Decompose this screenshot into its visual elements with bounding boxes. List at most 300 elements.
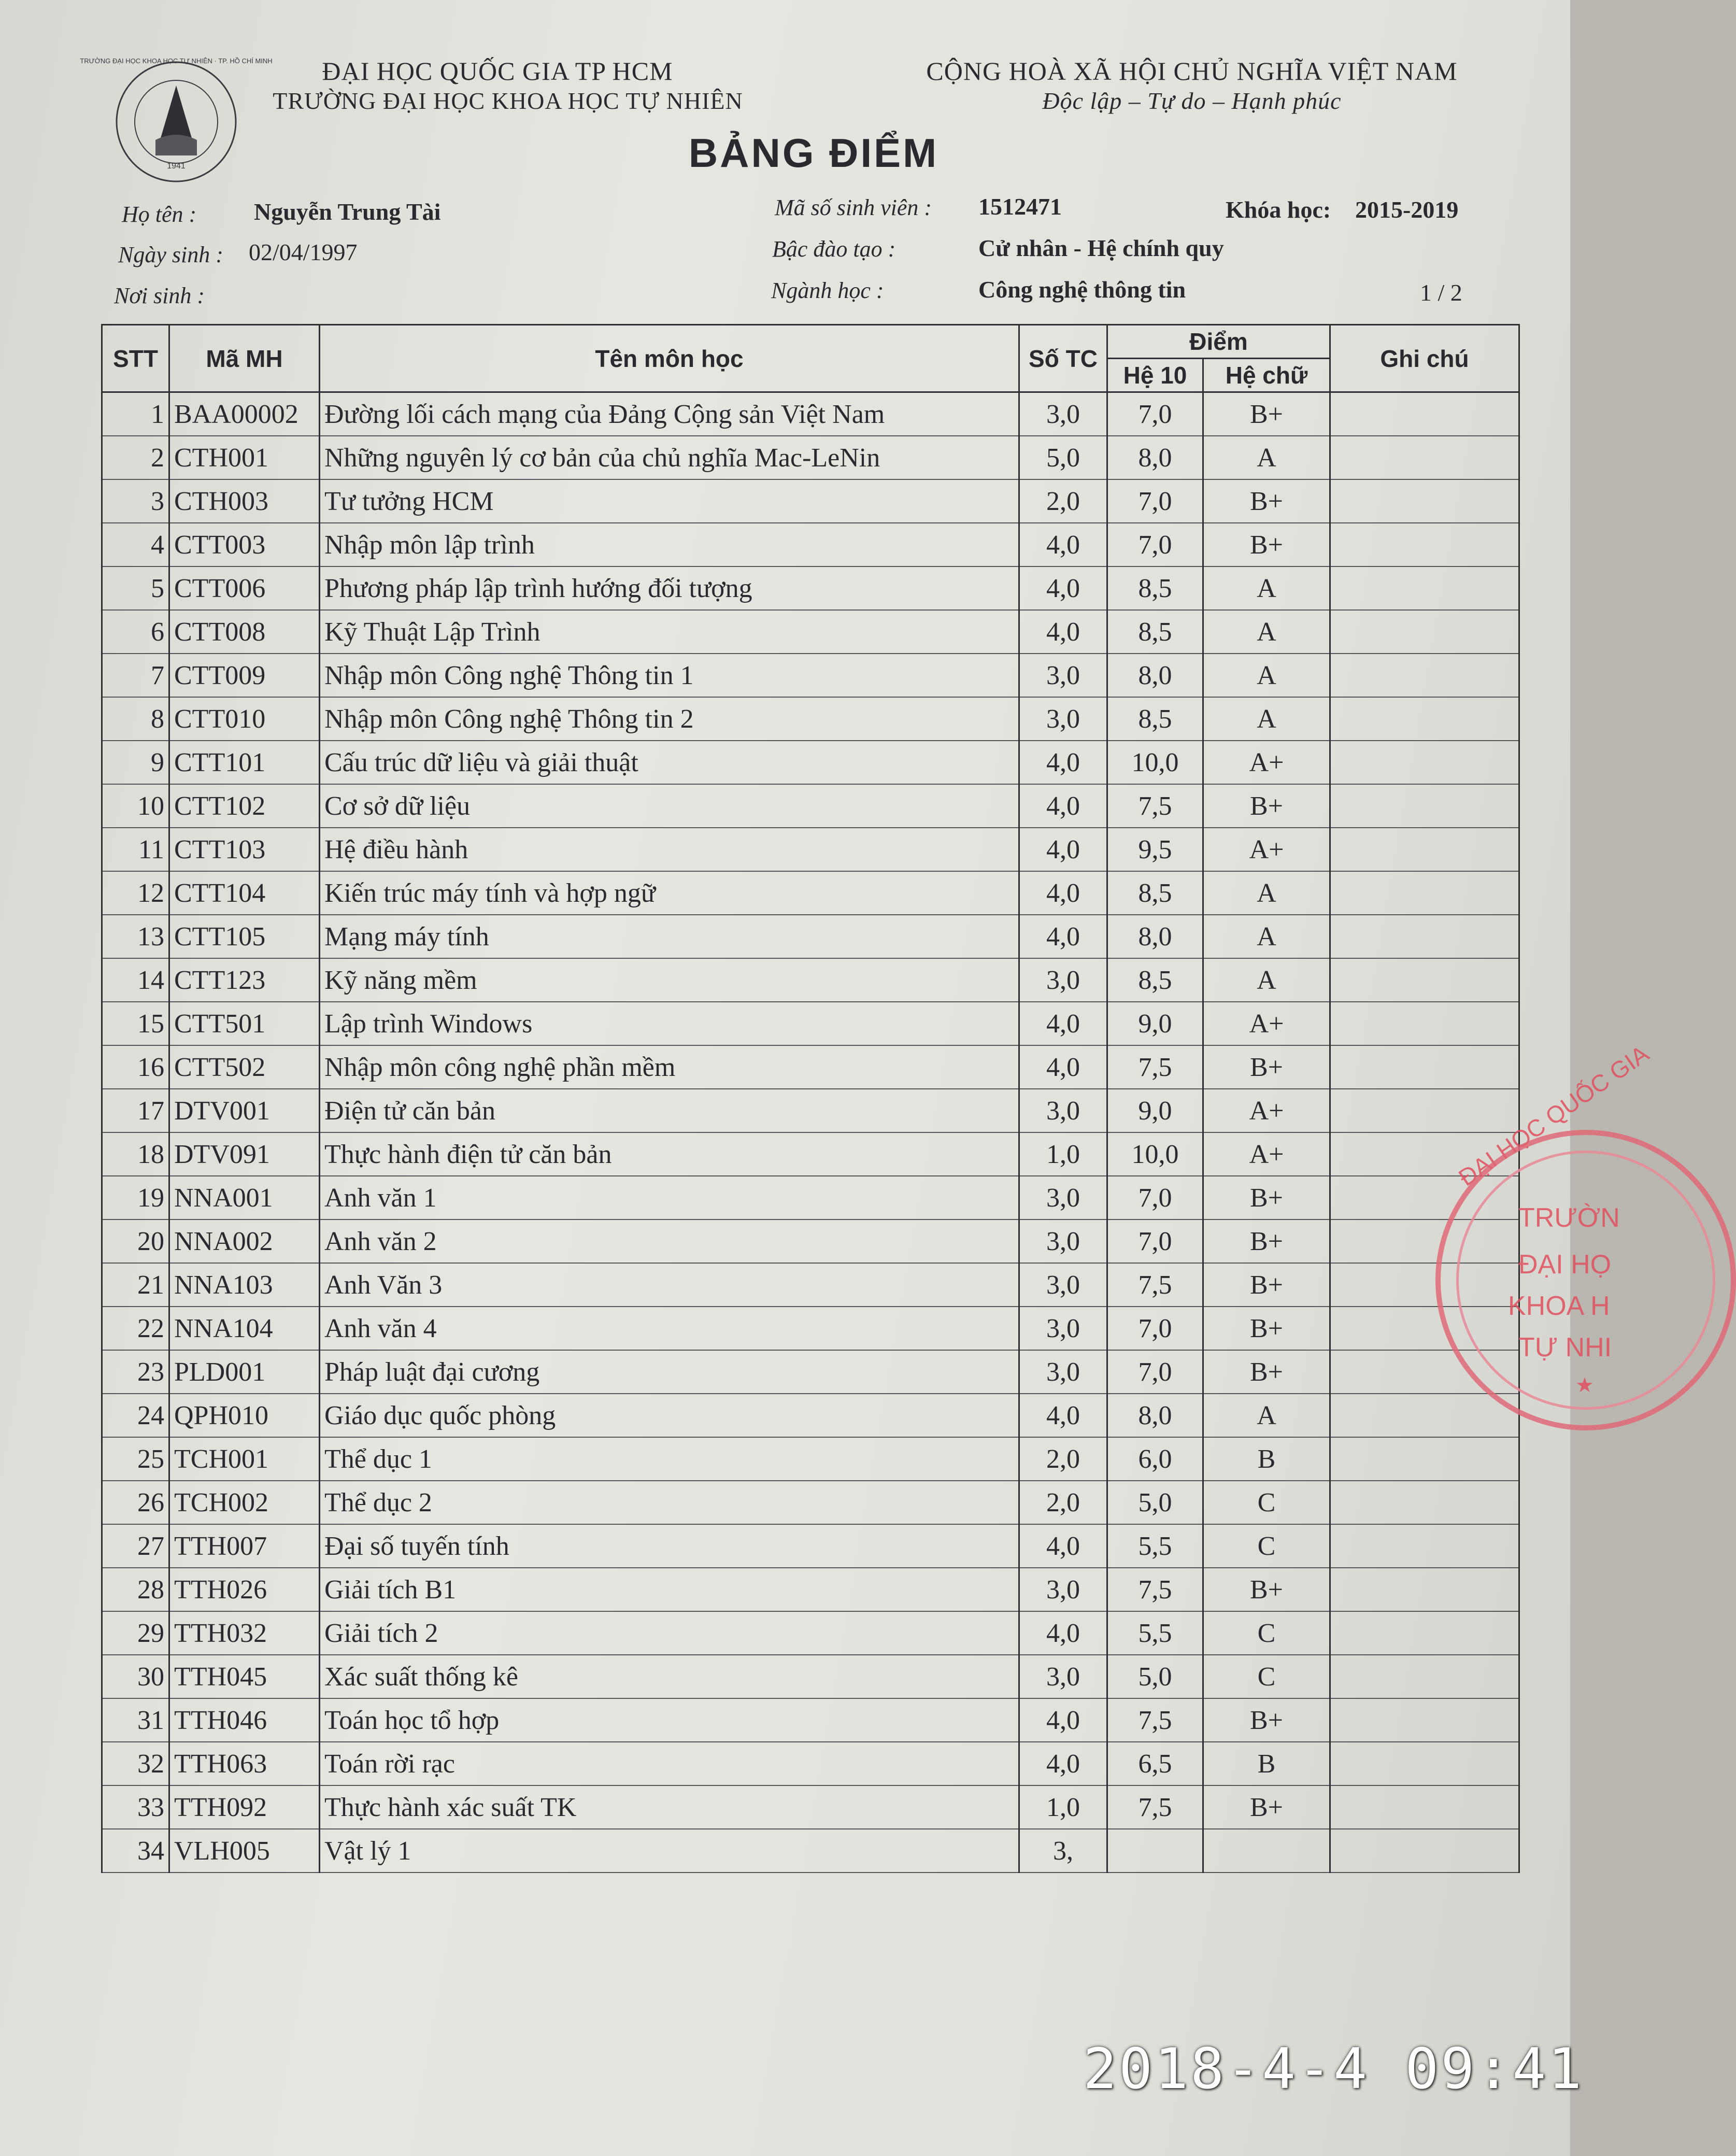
row-letter: B+ <box>1203 1176 1330 1219</box>
row-credits: 3, <box>1019 1829 1107 1873</box>
row-stt: 3 <box>102 479 169 523</box>
row-course-name: Xác suất thống kê <box>320 1655 1019 1698</box>
row-note <box>1330 1394 1519 1437</box>
row-code: CTT006 <box>169 566 320 610</box>
row-stt: 30 <box>102 1655 169 1698</box>
row-stt: 22 <box>102 1307 169 1350</box>
row-course-name: Đường lối cách mạng của Đảng Cộng sản Việt Nam <box>320 392 1019 436</box>
row-stt: 31 <box>102 1698 169 1742</box>
table-row <box>102 1568 1519 1611</box>
row-stt: 14 <box>102 958 169 1002</box>
row-score10: 7,0 <box>1107 392 1203 436</box>
row-credits: 4,0 <box>1019 1698 1107 1742</box>
row-stt: 6 <box>102 610 169 654</box>
row-stt: 5 <box>102 566 169 610</box>
table-row <box>102 1307 1519 1350</box>
row-credits: 5,0 <box>1019 436 1107 479</box>
training-level: Cử nhân - Hệ chính quy <box>978 235 1224 261</box>
student-id: 1512471 <box>978 193 1062 220</box>
row-course-name: Nhập môn Công nghệ Thông tin 1 <box>320 654 1019 697</box>
table-row <box>102 479 1519 523</box>
header-credits: Số TC <box>1019 325 1107 392</box>
row-stt: 11 <box>102 828 169 871</box>
row-letter: A <box>1203 436 1330 479</box>
row-letter: A <box>1203 610 1330 654</box>
course-years: 2015-2019 <box>1355 196 1459 223</box>
table-row <box>102 958 1519 1002</box>
row-code: CTT103 <box>169 828 320 871</box>
row-code: TTH092 <box>169 1785 320 1829</box>
row-code: CTT104 <box>169 871 320 915</box>
row-credits: 4,0 <box>1019 1611 1107 1655</box>
row-letter: A <box>1203 915 1330 958</box>
header-score: Điểm <box>1107 325 1330 359</box>
row-letter: B+ <box>1203 523 1330 566</box>
row-letter: B <box>1203 1437 1330 1481</box>
row-stt: 4 <box>102 523 169 566</box>
row-stt: 17 <box>102 1089 169 1132</box>
row-note <box>1330 1524 1519 1568</box>
row-score10: 8,5 <box>1107 871 1203 915</box>
row-code: CTT102 <box>169 784 320 828</box>
row-code: DTV091 <box>169 1132 320 1176</box>
row-code: TTH032 <box>169 1611 320 1655</box>
row-stt: 13 <box>102 915 169 958</box>
row-stt: 28 <box>102 1568 169 1611</box>
row-score10: 7,0 <box>1107 1307 1203 1350</box>
student-name: Nguyễn Trung Tài <box>254 198 441 225</box>
table-row <box>102 436 1519 479</box>
row-note <box>1330 523 1519 566</box>
row-letter: A+ <box>1203 1132 1330 1176</box>
row-note <box>1330 1568 1519 1611</box>
row-letter: A <box>1203 958 1330 1002</box>
row-letter: A <box>1203 871 1330 915</box>
row-stt: 15 <box>102 1002 169 1045</box>
table-row <box>102 1132 1519 1176</box>
row-score10 <box>1107 1829 1203 1873</box>
row-code: PLD001 <box>169 1350 320 1394</box>
row-letter: C <box>1203 1655 1330 1698</box>
row-note <box>1330 1045 1519 1089</box>
row-note <box>1330 958 1519 1002</box>
level-label: Bậc đào tạo : <box>772 236 896 262</box>
row-course-name: Thể dục 1 <box>320 1437 1019 1481</box>
row-stt: 27 <box>102 1524 169 1568</box>
row-code: CTT502 <box>169 1045 320 1089</box>
row-course-name: Thể dục 2 <box>320 1481 1019 1524</box>
row-score10: 7,5 <box>1107 1045 1203 1089</box>
row-credits: 4,0 <box>1019 871 1107 915</box>
row-score10: 6,5 <box>1107 1742 1203 1785</box>
table-row <box>102 741 1519 784</box>
row-credits: 3,0 <box>1019 1655 1107 1698</box>
row-credits: 4,0 <box>1019 1045 1107 1089</box>
row-letter: B+ <box>1203 1045 1330 1089</box>
row-credits: 4,0 <box>1019 915 1107 958</box>
row-score10: 7,0 <box>1107 479 1203 523</box>
row-letter: B+ <box>1203 1219 1330 1263</box>
row-score10: 8,0 <box>1107 915 1203 958</box>
row-credits: 3,0 <box>1019 1176 1107 1219</box>
row-note <box>1330 479 1519 523</box>
row-credits: 3,0 <box>1019 1350 1107 1394</box>
row-code: CTT501 <box>169 1002 320 1045</box>
row-note <box>1330 697 1519 741</box>
row-letter: A+ <box>1203 1089 1330 1132</box>
row-credits: 4,0 <box>1019 566 1107 610</box>
school-name: TRƯỜNG ĐẠI HỌC KHOA HỌC TỰ NHIÊN <box>273 88 743 114</box>
row-course-name: Toán rời rạc <box>320 1742 1019 1785</box>
row-note <box>1330 1089 1519 1132</box>
row-note <box>1330 566 1519 610</box>
row-course-name: Cấu trúc dữ liệu và giải thuật <box>320 741 1019 784</box>
table-row <box>102 1655 1519 1698</box>
row-letter: C <box>1203 1481 1330 1524</box>
page-title: BẢNG ĐIỂM <box>688 130 939 176</box>
table-row <box>102 1742 1519 1785</box>
row-code: TCH002 <box>169 1481 320 1524</box>
table-row <box>102 1698 1519 1742</box>
official-seal <box>1435 1040 1736 1430</box>
row-code: TTH063 <box>169 1742 320 1785</box>
row-credits: 2,0 <box>1019 1481 1107 1524</box>
row-course-name: Kỹ Thuật Lập Trình <box>320 610 1019 654</box>
row-code: NNA001 <box>169 1176 320 1219</box>
row-score10: 8,5 <box>1107 697 1203 741</box>
row-letter: A+ <box>1203 828 1330 871</box>
row-course-name: Giải tích B1 <box>320 1568 1019 1611</box>
university-name: ĐẠI HỌC QUỐC GIA TP HCM <box>322 56 673 86</box>
row-code: CTH003 <box>169 479 320 523</box>
table-row <box>102 915 1519 958</box>
row-note <box>1330 1785 1519 1829</box>
birthplace-label: Nơi sinh : <box>114 283 205 308</box>
row-letter: B+ <box>1203 1307 1330 1350</box>
row-note <box>1330 915 1519 958</box>
student-id-label: Mã số sinh viên : <box>775 195 932 220</box>
logo-text: TRƯỜNG ĐẠI HỌC KHOA HỌC TỰ NHIÊN · TP. HỒ CHÍ MINH <box>80 57 273 65</box>
row-stt: 9 <box>102 741 169 784</box>
row-course-name: Nhập môn Công nghệ Thông tin 2 <box>320 697 1019 741</box>
row-stt: 20 <box>102 1219 169 1263</box>
grade-rows <box>102 392 1519 1873</box>
row-note <box>1330 1002 1519 1045</box>
row-course-name: Đại số tuyến tính <box>320 1524 1019 1568</box>
row-course-name: Anh Văn 3 <box>320 1263 1019 1307</box>
row-code: CTT009 <box>169 654 320 697</box>
row-course-name: Lập trình Windows <box>320 1002 1019 1045</box>
header-code: Mã MH <box>169 325 320 392</box>
table-row <box>102 1263 1519 1307</box>
row-note <box>1330 1698 1519 1742</box>
row-score10: 5,5 <box>1107 1524 1203 1568</box>
table-row <box>102 1089 1519 1132</box>
row-course-name: Phương pháp lập trình hướng đối tượng <box>320 566 1019 610</box>
table-row <box>102 697 1519 741</box>
row-score10: 8,5 <box>1107 610 1203 654</box>
row-code: QPH010 <box>169 1394 320 1437</box>
table-row <box>102 784 1519 828</box>
row-score10: 7,0 <box>1107 1350 1203 1394</box>
table-row <box>102 1002 1519 1045</box>
row-credits: 3,0 <box>1019 392 1107 436</box>
row-course-name: Nhập môn công nghệ phần mềm <box>320 1045 1019 1089</box>
row-course-name: Anh văn 2 <box>320 1219 1019 1263</box>
row-credits: 4,0 <box>1019 784 1107 828</box>
table-row <box>102 1524 1519 1568</box>
row-letter: B+ <box>1203 1698 1330 1742</box>
row-score10: 5,0 <box>1107 1655 1203 1698</box>
row-code: CTT123 <box>169 958 320 1002</box>
row-credits: 4,0 <box>1019 1742 1107 1785</box>
row-stt: 32 <box>102 1742 169 1785</box>
motto: Độc lập – Tự do – Hạnh phúc <box>1042 88 1342 114</box>
dob-label: Ngày sinh : <box>118 242 223 267</box>
table-row <box>102 828 1519 871</box>
header-scale10: Hệ 10 <box>1107 359 1203 392</box>
row-code: CTT101 <box>169 741 320 784</box>
row-course-name: Kiến trúc máy tính và hợp ngữ <box>320 871 1019 915</box>
row-code: BAA00002 <box>169 392 320 436</box>
row-credits: 3,0 <box>1019 958 1107 1002</box>
row-course-name: Nhập môn lập trình <box>320 523 1019 566</box>
photo-timestamp: 2018-4-4 09:41 <box>1083 2037 1584 2102</box>
row-credits: 3,0 <box>1019 1568 1107 1611</box>
row-credits: 3,0 <box>1019 697 1107 741</box>
row-credits: 4,0 <box>1019 1002 1107 1045</box>
table-row <box>102 392 1519 436</box>
row-note <box>1330 1655 1519 1698</box>
row-course-name: Tư tưởng HCM <box>320 479 1019 523</box>
row-code: CTT105 <box>169 915 320 958</box>
row-code: CTH001 <box>169 436 320 479</box>
row-stt: 19 <box>102 1176 169 1219</box>
row-score10: 8,0 <box>1107 436 1203 479</box>
course-label: Khóa học: <box>1226 196 1331 223</box>
row-code: CTT008 <box>169 610 320 654</box>
table-row <box>102 1219 1519 1263</box>
table-row <box>102 1481 1519 1524</box>
row-note <box>1330 1437 1519 1481</box>
row-letter: B+ <box>1203 1785 1330 1829</box>
row-note <box>1330 610 1519 654</box>
seal-star: ★ <box>1575 1374 1594 1397</box>
row-credits: 3,0 <box>1019 1307 1107 1350</box>
row-score10: 9,0 <box>1107 1002 1203 1045</box>
row-note <box>1330 436 1519 479</box>
row-letter: B <box>1203 1742 1330 1785</box>
table-row <box>102 1829 1519 1873</box>
row-course-name: Kỹ năng mềm <box>320 958 1019 1002</box>
table-row <box>102 566 1519 610</box>
row-credits: 4,0 <box>1019 1524 1107 1568</box>
row-credits: 3,0 <box>1019 1263 1107 1307</box>
row-note <box>1330 784 1519 828</box>
row-note <box>1330 392 1519 436</box>
country-name: CỘNG HOÀ XÃ HỘI CHỦ NGHĨA VIỆT NAM <box>926 56 1458 86</box>
row-course-name: Giáo dục quốc phòng <box>320 1394 1019 1437</box>
table-row <box>102 610 1519 654</box>
header-stt: STT <box>102 325 169 392</box>
row-letter: B+ <box>1203 1350 1330 1394</box>
row-stt: 12 <box>102 871 169 915</box>
row-code: CTT010 <box>169 697 320 741</box>
row-note <box>1330 741 1519 784</box>
row-course-name: Giải tích 2 <box>320 1611 1019 1655</box>
row-score10: 7,5 <box>1107 1698 1203 1742</box>
row-letter: A+ <box>1203 741 1330 784</box>
row-stt: 21 <box>102 1263 169 1307</box>
name-label: Họ tên : <box>122 202 197 227</box>
row-letter <box>1203 1829 1330 1873</box>
row-stt: 16 <box>102 1045 169 1089</box>
row-credits: 2,0 <box>1019 479 1107 523</box>
row-stt: 7 <box>102 654 169 697</box>
seal-line-1: ĐẠI HỌC QUỐC GIA <box>1454 1040 1654 1192</box>
row-letter: B+ <box>1203 1568 1330 1611</box>
page-number: 1 / 2 <box>1420 279 1462 306</box>
table-row <box>102 1350 1519 1394</box>
row-course-name: Thực hành xác suất TK <box>320 1785 1019 1829</box>
row-score10: 7,5 <box>1107 784 1203 828</box>
row-credits: 4,0 <box>1019 741 1107 784</box>
table-row <box>102 654 1519 697</box>
seal-line-2: TRƯỜN <box>1518 1203 1620 1233</box>
grades-table <box>101 324 1520 1873</box>
row-stt: 29 <box>102 1611 169 1655</box>
table-row <box>102 1437 1519 1481</box>
row-code: VLH005 <box>169 1829 320 1873</box>
row-course-name: Anh văn 4 <box>320 1307 1019 1350</box>
row-code: NNA104 <box>169 1307 320 1350</box>
row-credits: 1,0 <box>1019 1132 1107 1176</box>
row-credits: 2,0 <box>1019 1437 1107 1481</box>
row-code: TTH046 <box>169 1698 320 1742</box>
logo-year: 1941 <box>167 162 186 171</box>
row-note <box>1330 1742 1519 1785</box>
row-code: TTH026 <box>169 1568 320 1611</box>
table-row <box>102 1785 1519 1829</box>
row-course-name: Anh văn 1 <box>320 1176 1019 1219</box>
row-stt: 1 <box>102 392 169 436</box>
row-letter: B+ <box>1203 1263 1330 1307</box>
row-letter: C <box>1203 1524 1330 1568</box>
row-stt: 10 <box>102 784 169 828</box>
row-stt: 2 <box>102 436 169 479</box>
row-letter: A <box>1203 654 1330 697</box>
row-stt: 33 <box>102 1785 169 1829</box>
row-credits: 4,0 <box>1019 1394 1107 1437</box>
row-letter: C <box>1203 1611 1330 1655</box>
row-course-name: Điện tử căn bản <box>320 1089 1019 1132</box>
row-score10: 9,5 <box>1107 828 1203 871</box>
row-score10: 8,5 <box>1107 958 1203 1002</box>
row-course-name: Toán học tổ hợp <box>320 1698 1019 1742</box>
row-score10: 7,0 <box>1107 523 1203 566</box>
row-course-name: Thực hành điện tử căn bản <box>320 1132 1019 1176</box>
table-row <box>102 1045 1519 1089</box>
seal-line-5: TỰ NHI <box>1518 1332 1612 1363</box>
row-credits: 4,0 <box>1019 828 1107 871</box>
row-stt: 34 <box>102 1829 169 1873</box>
table-row <box>102 871 1519 915</box>
row-credits: 4,0 <box>1019 523 1107 566</box>
row-credits: 3,0 <box>1019 1219 1107 1263</box>
row-code: DTV001 <box>169 1089 320 1132</box>
row-stt: 8 <box>102 697 169 741</box>
row-stt: 24 <box>102 1394 169 1437</box>
row-credits: 1,0 <box>1019 1785 1107 1829</box>
header-note: Ghi chú <box>1330 325 1519 392</box>
row-credits: 3,0 <box>1019 1089 1107 1132</box>
row-course-name: Pháp luật đại cương <box>320 1350 1019 1394</box>
row-code: TTH007 <box>169 1524 320 1568</box>
row-letter: A <box>1203 697 1330 741</box>
table-row <box>102 523 1519 566</box>
row-score10: 8,0 <box>1107 1394 1203 1437</box>
row-note <box>1330 1829 1519 1873</box>
row-score10: 5,0 <box>1107 1481 1203 1524</box>
row-course-name: Mạng máy tính <box>320 915 1019 958</box>
row-score10: 7,0 <box>1107 1176 1203 1219</box>
row-stt: 26 <box>102 1481 169 1524</box>
table-row <box>102 1394 1519 1437</box>
row-score10: 10,0 <box>1107 741 1203 784</box>
seal-line-4: KHOA H <box>1508 1291 1610 1321</box>
row-course-name: Hệ điều hành <box>320 828 1019 871</box>
row-stt: 25 <box>102 1437 169 1481</box>
row-code: CTT003 <box>169 523 320 566</box>
row-code: TCH001 <box>169 1437 320 1481</box>
row-score10: 5,5 <box>1107 1611 1203 1655</box>
row-course-name: Những nguyên lý cơ bản của chủ nghĩa Mac-LeNin <box>320 436 1019 479</box>
row-stt: 23 <box>102 1350 169 1394</box>
row-score10: 10,0 <box>1107 1132 1203 1176</box>
row-letter: B+ <box>1203 392 1330 436</box>
row-letter: A+ <box>1203 1002 1330 1045</box>
university-logo <box>80 52 275 197</box>
row-note <box>1330 1481 1519 1524</box>
major-label: Ngành học : <box>771 278 884 303</box>
row-score10: 7,0 <box>1107 1219 1203 1263</box>
row-note <box>1330 828 1519 871</box>
seal-line-3: ĐẠI HỌ <box>1518 1250 1612 1280</box>
row-note <box>1330 1611 1519 1655</box>
row-letter: B+ <box>1203 479 1330 523</box>
row-letter: A <box>1203 1394 1330 1437</box>
student-dob: 02/04/1997 <box>249 239 358 265</box>
row-letter: A <box>1203 566 1330 610</box>
table-row <box>102 1176 1519 1219</box>
table-row <box>102 1611 1519 1655</box>
row-score10: 7,5 <box>1107 1263 1203 1307</box>
row-code: NNA002 <box>169 1219 320 1263</box>
row-letter: B+ <box>1203 784 1330 828</box>
row-course-name: Vật lý 1 <box>320 1829 1019 1873</box>
row-score10: 7,5 <box>1107 1785 1203 1829</box>
row-score10: 8,0 <box>1107 654 1203 697</box>
major: Công nghệ thông tin <box>978 276 1186 303</box>
row-score10: 6,0 <box>1107 1437 1203 1481</box>
row-credits: 3,0 <box>1019 654 1107 697</box>
row-credits: 4,0 <box>1019 610 1107 654</box>
row-note <box>1330 654 1519 697</box>
row-code: NNA103 <box>169 1263 320 1307</box>
row-stt: 18 <box>102 1132 169 1176</box>
header-course-name: Tên môn học <box>320 325 1019 392</box>
row-score10: 9,0 <box>1107 1089 1203 1132</box>
